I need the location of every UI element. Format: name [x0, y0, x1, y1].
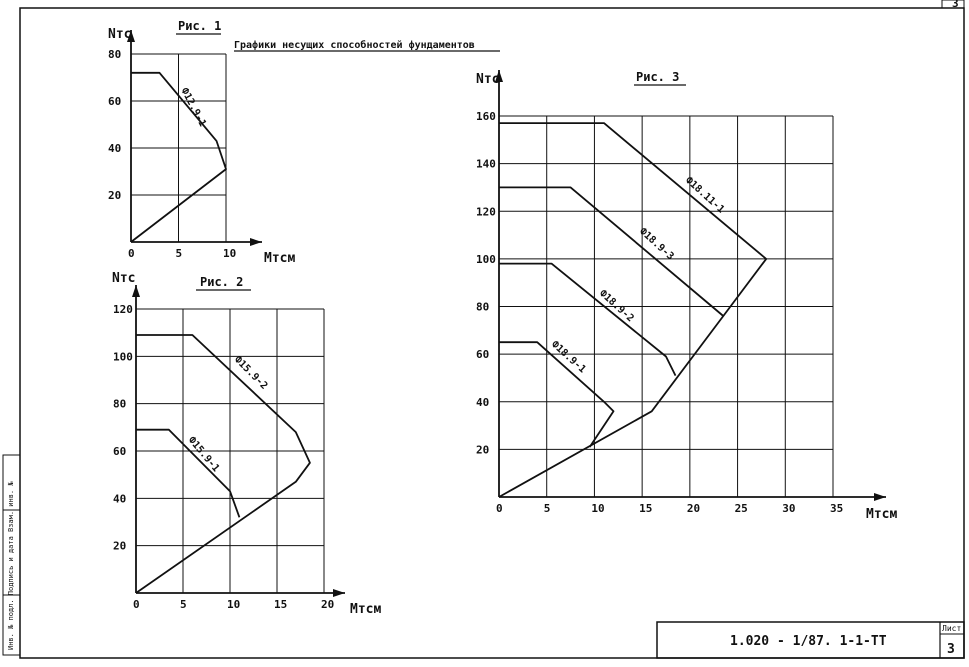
- y-axis-arrow: [132, 285, 140, 297]
- sheet-number: 3: [947, 642, 955, 657]
- series-line: [136, 335, 310, 593]
- x-axis-arrow: [250, 238, 262, 246]
- x-tick-label: 15: [639, 502, 653, 515]
- title-block: [657, 622, 964, 658]
- figure-label: Рис. 2: [200, 275, 244, 289]
- y-axis-label: Nтс: [476, 72, 500, 87]
- y-tick-label: 80: [108, 48, 122, 61]
- x-tick-label: 10: [223, 247, 237, 260]
- corner-number: 3: [952, 0, 959, 10]
- sheet-frame: [20, 8, 964, 658]
- series-line: [499, 123, 766, 497]
- series-line: [499, 342, 614, 447]
- x-tick-label: 20: [686, 502, 701, 515]
- y-tick-label: 40: [108, 142, 122, 155]
- x-tick-label: 5: [175, 247, 183, 260]
- y-tick-label: 100: [476, 252, 496, 266]
- x-tick-label: 30: [782, 502, 796, 515]
- x-axis-label: Мтсм: [866, 507, 898, 522]
- y-axis-label: Nтс: [108, 27, 132, 42]
- chart-3: [476, 70, 897, 522]
- figure-label: Рис. 3: [636, 70, 680, 84]
- x-axis-label: Мтсм: [264, 251, 296, 266]
- side-stamp: [3, 455, 20, 655]
- chart-1: [108, 19, 295, 266]
- y-tick-label: 40: [113, 492, 127, 506]
- series-label: Ф18.9-2: [596, 288, 636, 325]
- series-label: Ф15.9-1: [185, 434, 222, 475]
- series-label: Ф18.9-1: [548, 339, 588, 376]
- x-tick-label: 35: [830, 502, 844, 515]
- side-stamp-text: Инв. № подл. Подпись и дата Взам. инв. №: [7, 481, 15, 650]
- y-tick-label: 120: [113, 303, 133, 316]
- sheet-label: Лист: [942, 624, 962, 633]
- x-tick-label: 10: [227, 598, 241, 611]
- x-tick-label: 0: [496, 502, 503, 515]
- series-line: [499, 264, 676, 376]
- x-tick-label: 5: [543, 502, 551, 515]
- x-axis-arrow: [874, 493, 886, 501]
- charts-layer: [108, 19, 897, 617]
- series-label: Ф18.11-1: [682, 175, 727, 216]
- y-tick-label: 80: [113, 397, 127, 411]
- sheet-title: Графики несущих способностей фундаментов: [234, 40, 475, 51]
- y-tick-label: 20: [113, 539, 127, 553]
- figure-label: Рис. 1: [178, 19, 222, 33]
- y-tick-label: 80: [476, 300, 490, 314]
- x-tick-label: 0: [128, 247, 135, 260]
- y-tick-label: 60: [476, 348, 490, 362]
- y-tick-label: 20: [108, 189, 122, 202]
- y-tick-label: 20: [476, 443, 490, 457]
- y-axis-label: Nтс: [112, 271, 136, 286]
- x-axis-arrow: [333, 589, 345, 597]
- x-tick-label: 5: [180, 598, 187, 611]
- y-tick-label: 100: [113, 350, 133, 364]
- y-tick-label: 120: [476, 205, 496, 219]
- series-label: Ф15.9-2: [231, 354, 270, 392]
- series-label: Ф12.9-1: [178, 86, 208, 129]
- x-tick-label: 20: [321, 598, 335, 611]
- x-tick-label: 15: [274, 598, 288, 611]
- y-tick-label: 40: [476, 395, 490, 409]
- y-tick-label: 140: [476, 157, 496, 171]
- x-axis-label: Мтсм: [350, 602, 382, 617]
- drawing-designation: 1.020 - 1/87. 1-1-ТТ: [730, 634, 887, 649]
- y-tick-label: 60: [108, 95, 122, 108]
- chart-2: [112, 271, 381, 617]
- x-tick-label: 10: [591, 502, 605, 515]
- series-label: Ф18.9-3: [636, 226, 676, 263]
- x-tick-label: 0: [133, 598, 140, 611]
- x-tick-label: 25: [734, 502, 748, 515]
- y-tick-label: 60: [113, 445, 127, 458]
- y-tick-label: 160: [476, 110, 496, 123]
